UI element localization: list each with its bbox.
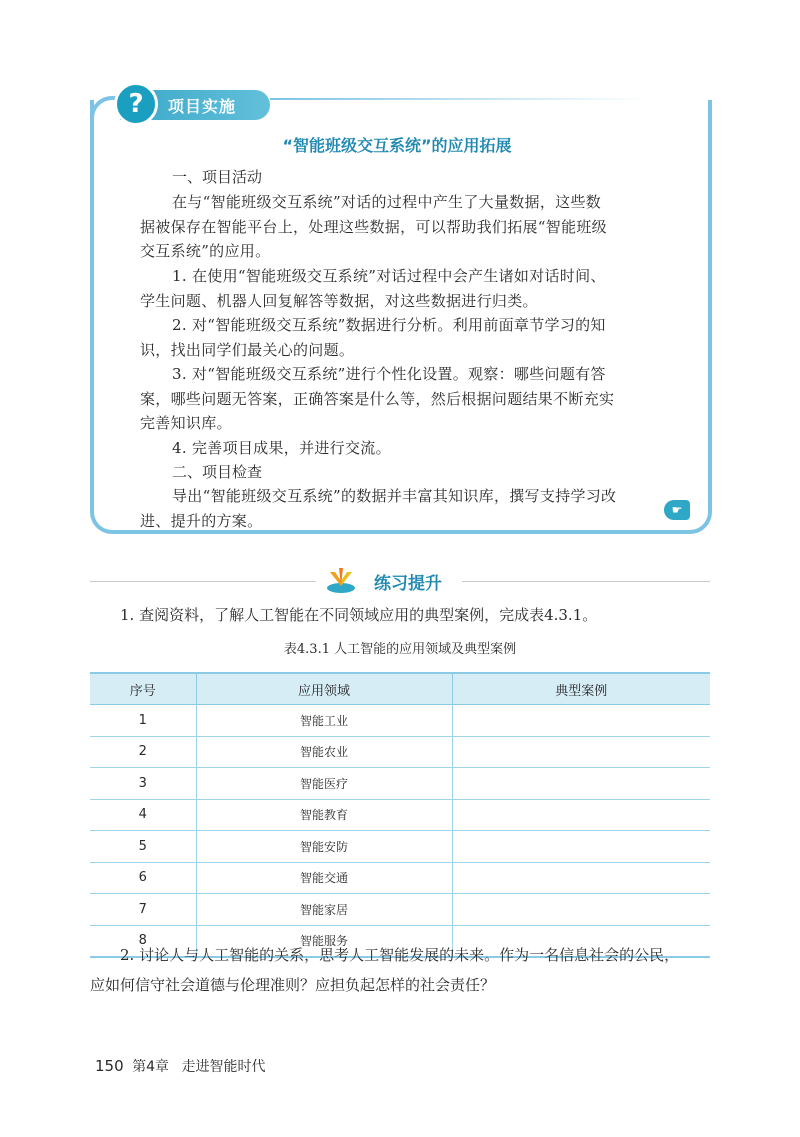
intro-line-1: 在与“智能班级交互系统”对话的过程中产生了大量数据，这些数	[172, 193, 602, 211]
table-row	[90, 831, 710, 863]
step-3-line-1: 3. 对“智能班级交互系统”进行个性化设置。观察：哪些问题有答	[172, 365, 606, 383]
row-case[interactable]	[452, 736, 710, 768]
activity-heading: 一、项目活动	[172, 168, 263, 186]
table-row	[90, 862, 710, 894]
row-index: 4	[90, 799, 196, 831]
row-case[interactable]	[452, 862, 710, 894]
row-index: 3	[90, 768, 196, 800]
row-case[interactable]	[452, 894, 710, 926]
row-field: 智能医疗	[196, 768, 452, 800]
page-number: 150	[95, 1057, 124, 1075]
row-index: 2	[90, 736, 196, 768]
step-3-line-3: 完善知识库。	[140, 414, 232, 432]
question-mark-icon: ?	[114, 82, 158, 126]
check-heading: 二、项目检查	[172, 463, 263, 481]
box-top-line	[270, 98, 650, 100]
intro-line-3: 交互系统”的应用。	[140, 242, 271, 260]
check-line-2: 进、提升的方案。	[140, 511, 263, 530]
row-index: 1	[90, 705, 196, 737]
step-4: 4. 完善项目成果，并进行交流。	[172, 439, 391, 457]
step-2-line-1: 2. 对“智能班级交互系统”数据进行分析。利用前面章节学习的知	[172, 316, 606, 334]
table-row	[90, 894, 710, 926]
table-row	[90, 768, 710, 800]
practice-title: 练习提升	[374, 574, 442, 594]
step-2	[140, 313, 660, 362]
row-field: 智能家居	[196, 894, 452, 926]
header-index: 序号	[90, 673, 196, 705]
table-caption: 表4.3.1 人工智能的应用领域及典型案例	[283, 642, 517, 657]
row-field: 智能工业	[196, 705, 452, 737]
chapter-title: 走进智能时代	[181, 1059, 266, 1075]
pointing-hand-icon: ☛	[664, 500, 690, 520]
table-header-row	[90, 673, 710, 705]
row-field: 智能农业	[196, 736, 452, 768]
intro-paragraph	[140, 190, 660, 264]
row-field: 智能交通	[196, 862, 452, 894]
step-1-line-1: 1. 在使用“智能班级交互系统”对话过程中会产生诸如对话时间、	[172, 267, 606, 285]
cases-table	[90, 672, 710, 958]
header-field: 应用领域	[196, 673, 452, 705]
check-line-1: 导出“智能班级交互系统”的数据并丰富其知识库，撰写支持学习改	[172, 487, 617, 505]
table-row	[90, 799, 710, 831]
chapter-number: 第4章	[132, 1059, 170, 1075]
step-1	[140, 264, 660, 313]
header-case: 典型案例	[452, 673, 710, 705]
row-field: 智能服务	[196, 925, 452, 957]
table-row	[90, 705, 710, 737]
question-1: 1. 查阅资料，了解人工智能在不同领域应用的典型案例，完成表4.3.1。	[120, 606, 598, 624]
practice-rule-left	[90, 581, 316, 582]
question-2-line-2: 应如何信守社会道德与伦理准则？应担负起怎样的社会责任？	[90, 976, 496, 994]
step-3-line-2: 案，哪些问题无答案，正确答案是什么等，然后根据问题结果不断充实	[140, 389, 615, 408]
section-tag	[120, 90, 270, 120]
step-3	[140, 362, 660, 436]
intro-line-2: 据被保存在智能平台上，处理这些数据，可以帮助我们拓展“智能班级	[140, 217, 607, 236]
row-case[interactable]	[452, 831, 710, 863]
table-row	[90, 736, 710, 768]
row-case[interactable]	[452, 705, 710, 737]
row-index: 6	[90, 862, 196, 894]
step-2-line-2: 识，找出同学们最关心的问题。	[140, 340, 355, 359]
row-case[interactable]	[452, 799, 710, 831]
practice-rule-right	[462, 581, 710, 582]
question-2-line-1: 2. 讨论人与人工智能的关系，思考人工智能发展的未来。作为一名信息社会的公民，	[120, 946, 680, 964]
row-index: 7	[90, 894, 196, 926]
project-title: “智能班级交互系统”的应用拓展	[282, 136, 512, 155]
page-footer	[95, 1056, 265, 1076]
row-index: 5	[90, 831, 196, 863]
check-paragraph	[140, 484, 660, 533]
question-2	[90, 940, 720, 1000]
practice-emblem-icon	[326, 566, 356, 594]
row-index: 8	[90, 925, 196, 957]
section-tag-label: 项目实施	[168, 96, 237, 116]
row-field: 智能教育	[196, 799, 452, 831]
row-case[interactable]	[452, 768, 710, 800]
step-1-line-2: 学生问题、机器人回复解答等数据，对这些数据进行归类。	[140, 291, 538, 310]
row-field: 智能安防	[196, 831, 452, 863]
